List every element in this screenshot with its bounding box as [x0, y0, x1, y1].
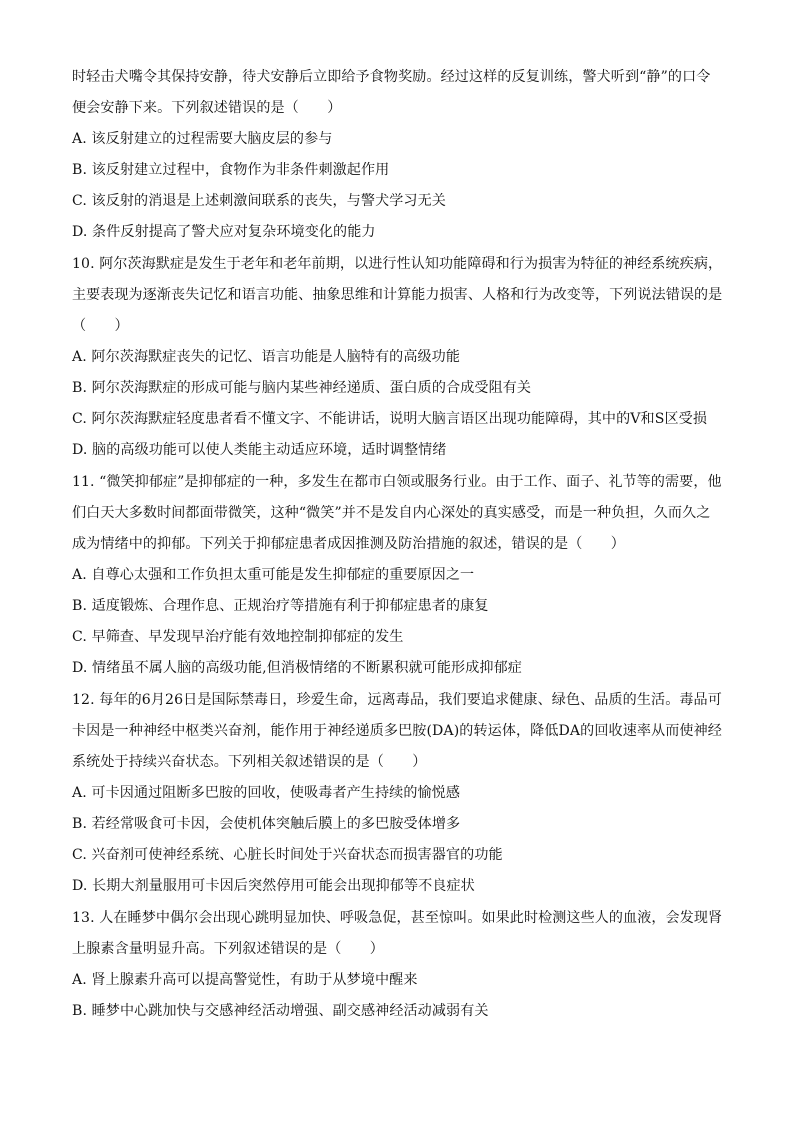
question-10: 10. 阿尔茨海默症是发生于老年和老年前期，以进行性认知功能障碍和行为损害为特征的神经系统疾病， [72, 256, 723, 272]
option-d: D. 长期大剂量服用可卡因后突然停用可能会出现抑郁等不良症状 [72, 878, 475, 894]
text-line: 系统处于持续兴奋状态。下列相关叙述错误的是（ ） [72, 754, 427, 770]
text-line: （ ） [72, 318, 129, 334]
question-12: 12. 每年的6月26日是国际禁毒日，珍爱生命，远离毒品，我们要追求健康、绿色、品质的生活。毒品可 [72, 692, 722, 708]
question-13: 13. 人在睡梦中偶尔会出现心跳明显加快、呼吸急促，甚至惊叫。如果此时检测这些人的血液，会发现肾 [72, 910, 723, 926]
option-c: C. 该反射的消退是上述刺激间联系的丧失，与警犬学习无关 [72, 193, 446, 209]
text-line: 便会安静下来。下列叙述错误的是（ ） [72, 100, 342, 116]
option-a: A. 自尊心太强和工作负担太重可能是发生抑郁症的重要原因之一 [72, 567, 475, 583]
option-b: B. 该反射建立过程中，食物作为非条件刺激起作用 [72, 162, 390, 178]
option-d: D. 情绪虽不属人脑的高级功能,但消极情绪的不断累积就可能形成抑郁症 [72, 660, 522, 676]
option-d: D. 脑的高级功能可以使人类能主动适应环境，适时调整情绪 [72, 442, 447, 458]
option-c: C. 阿尔茨海默症轻度患者看不懂文字、不能讲话，说明大脑言语区出现功能障碍，其中的V和S区受损 [72, 411, 708, 427]
option-b: B. 适度锻炼、合理作息、正规治疗等措施有利于抑郁症患者的康复 [72, 598, 489, 614]
text-line: 上腺素含量明显升高。下列叙述错误的是（ ） [72, 941, 384, 957]
text-line: 成为情绪中的抑郁。下列关于抑郁症患者成因推测及防治措施的叙述，错误的是（ ） [72, 536, 625, 552]
option-b: B. 睡梦中心跳加快与交感神经活动增强、副交感神经活动减弱有关 [72, 1003, 489, 1019]
option-b: B. 若经常吸食可卡因，会使机体突触后膜上的多巴胺受体增多 [72, 816, 461, 832]
option-a: A. 阿尔茨海默症丧失的记忆、语言功能是人脑特有的高级功能 [72, 349, 461, 365]
option-a: A. 可卡因通过阻断多巴胺的回收，使吸毒者产生持续的愉悦感 [72, 785, 461, 801]
option-a: A. 肾上腺素升高可以提高警觉性，有助于从梦境中醒来 [72, 972, 418, 988]
text-line: 们白天大多数时间都面带微笑，这种“微笑”并不是发自内心深处的真实感受，而是一种负担，久而久之 [72, 505, 711, 521]
option-c: C. 兴奋剂可使神经系统、心脏长时间处于兴奋状态而损害器官的功能 [72, 847, 503, 863]
option-a: A. 该反射建立的过程需要大脑皮层的参与 [72, 131, 333, 147]
question-11: 11. “微笑抑郁症”是抑郁症的一种，多发生在都市白领或服务行业。由于工作、面子、礼节等的需要，他 [72, 474, 722, 490]
option-c: C. 早筛查、早发现早治疗能有效地控制抑郁症的发生 [72, 629, 404, 645]
option-b: B. 阿尔茨海默症的形成可能与脑内某些神经递质、蛋白质的合成受阻有关 [72, 380, 532, 396]
text-line: 主要表现为逐渐丧失记忆和语言功能、抽象思维和计算能力损害、人格和行为改变等，下列说法错误的是 [72, 287, 723, 303]
text-line: 卡因是一种神经中枢类兴奋剂，能作用于神经递质多巴胺(DA)的转运体，降低DA的回收速率从而使神经 [72, 723, 722, 739]
text-line: 时轻击犬嘴令其保持安静，待犬安静后立即给予食物奖励。经过这样的反复训练，警犬听到“静”的口令 [72, 69, 711, 85]
option-d: D. 条件反射提高了警犬应对复杂环境变化的能力 [72, 224, 376, 240]
